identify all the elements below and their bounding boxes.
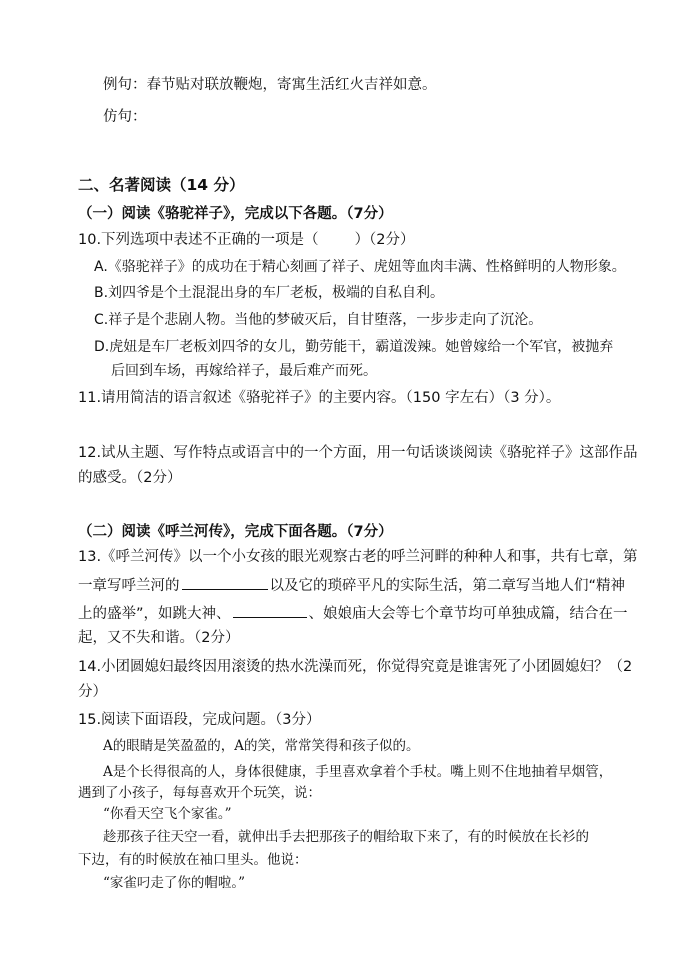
question-12-line2: 的感受。（2分） bbox=[78, 470, 182, 486]
q10-stem-b: ）（2分） bbox=[354, 232, 415, 248]
question-14-line1: 14.小团圆媳妇最终因用滚烫的热水洗澡而死，你觉得究竟是谁害死了小团圆媳妇？（2 bbox=[78, 659, 633, 675]
passage-line-4: “你看天空飞个家雀。” bbox=[103, 806, 232, 822]
question-10 bbox=[78, 230, 415, 250]
part1-heading: （一）阅读《骆驼祥子》，完成以下各题。（7分） bbox=[78, 206, 393, 222]
q13-line3-a: 上的盛举”，如跳大神、 bbox=[78, 606, 231, 622]
question-15: 15.阅读下面语段，完成问题。（3分） bbox=[78, 712, 321, 728]
q13-blank-2 bbox=[233, 603, 307, 618]
example-sentence bbox=[103, 75, 437, 95]
example-text: 春节贴对联放鞭炮，寄寓生活红火吉祥如意。 bbox=[146, 77, 437, 93]
q13-line3-b: 、娘娘庙大会等七个章节均可单独成篇，结合在一 bbox=[308, 606, 628, 622]
question-13-line1: 13.《呼兰河传》以一个小女孩的眼光观察古老的呼兰河畔的种种人和事，共有七章，第 bbox=[78, 549, 638, 565]
q10-option-a: A.《骆驼祥子》的成功在于精心刻画了祥子、虎妞等血肉丰满、性格鲜明的人物形象。 bbox=[94, 259, 626, 275]
question-12-line1: 12.试从主题、写作特点或语言中的一个方面，用一句话谈谈阅读《骆驼祥子》这部作品 bbox=[78, 445, 638, 461]
passage-line-3: 遇到了小孩子，每每喜欢开个玩笑，说： bbox=[78, 785, 321, 801]
question-14-line2: 分） bbox=[78, 684, 107, 700]
q10-stem-a: 10.下列选项中表述不正确的一项是（ bbox=[78, 232, 319, 248]
question-13-line3 bbox=[78, 603, 628, 624]
example-label: 例句： bbox=[103, 77, 147, 93]
question-13-line4: 起，又不失和谐。（2分） bbox=[78, 630, 240, 646]
passage-line-7: “家雀叼走了你的帽啦。” bbox=[103, 875, 246, 891]
q13-line2-b: 以及它的琐碎平凡的实际生活，第二章写当地人们“精神 bbox=[269, 578, 626, 594]
passage-line-5: 趁那孩子往天空一看，就伸出手去把那孩子的帽给取下来了，有的时候放在长衫的 bbox=[103, 829, 589, 845]
q10-option-d: D.虎妞是车厂老板刘四爷的女儿，勤劳能干，霸道泼辣。她曾嫁给一个军官，被抛弃 bbox=[94, 339, 614, 355]
q13-blank-1 bbox=[182, 575, 268, 590]
part2-heading: （二）阅读《呼兰河传》，完成下面各题。（7分） bbox=[78, 524, 393, 540]
passage-line-6: 下边，有的时候放在袖口里头。他说： bbox=[78, 852, 308, 868]
q10-option-c: C.祥子是个悲剧人物。当他的梦破灭后，自甘堕落，一步步走向了沉沦。 bbox=[94, 312, 543, 328]
question-11: 11.请用简洁的语言叙述《骆驼祥子》的主要内容。（150 字左右）（3 分）。 bbox=[78, 390, 561, 406]
q10-option-b: B.刘四爷是个土混混出身的车厂老板，极端的自私自利。 bbox=[94, 285, 445, 301]
section-title: 二、名著阅读（14 分） bbox=[78, 176, 245, 194]
passage-line-2: A是个长得很高的人，身体很健康，手里喜欢拿着个手杖。嘴上则不住地抽着早烟管， bbox=[103, 764, 613, 780]
q10-option-d-cont: 后回到车场，再嫁给祥子，最后难产而死。 bbox=[111, 363, 377, 379]
q13-line2-a: 一章写呼兰河的 bbox=[78, 578, 180, 594]
passage-line-1: A的眼睛是笑盈盈的，A的笑，常常笑得和孩子似的。 bbox=[103, 738, 420, 754]
question-13-line2 bbox=[78, 575, 625, 596]
imitate-label: 仿句： bbox=[103, 109, 147, 125]
